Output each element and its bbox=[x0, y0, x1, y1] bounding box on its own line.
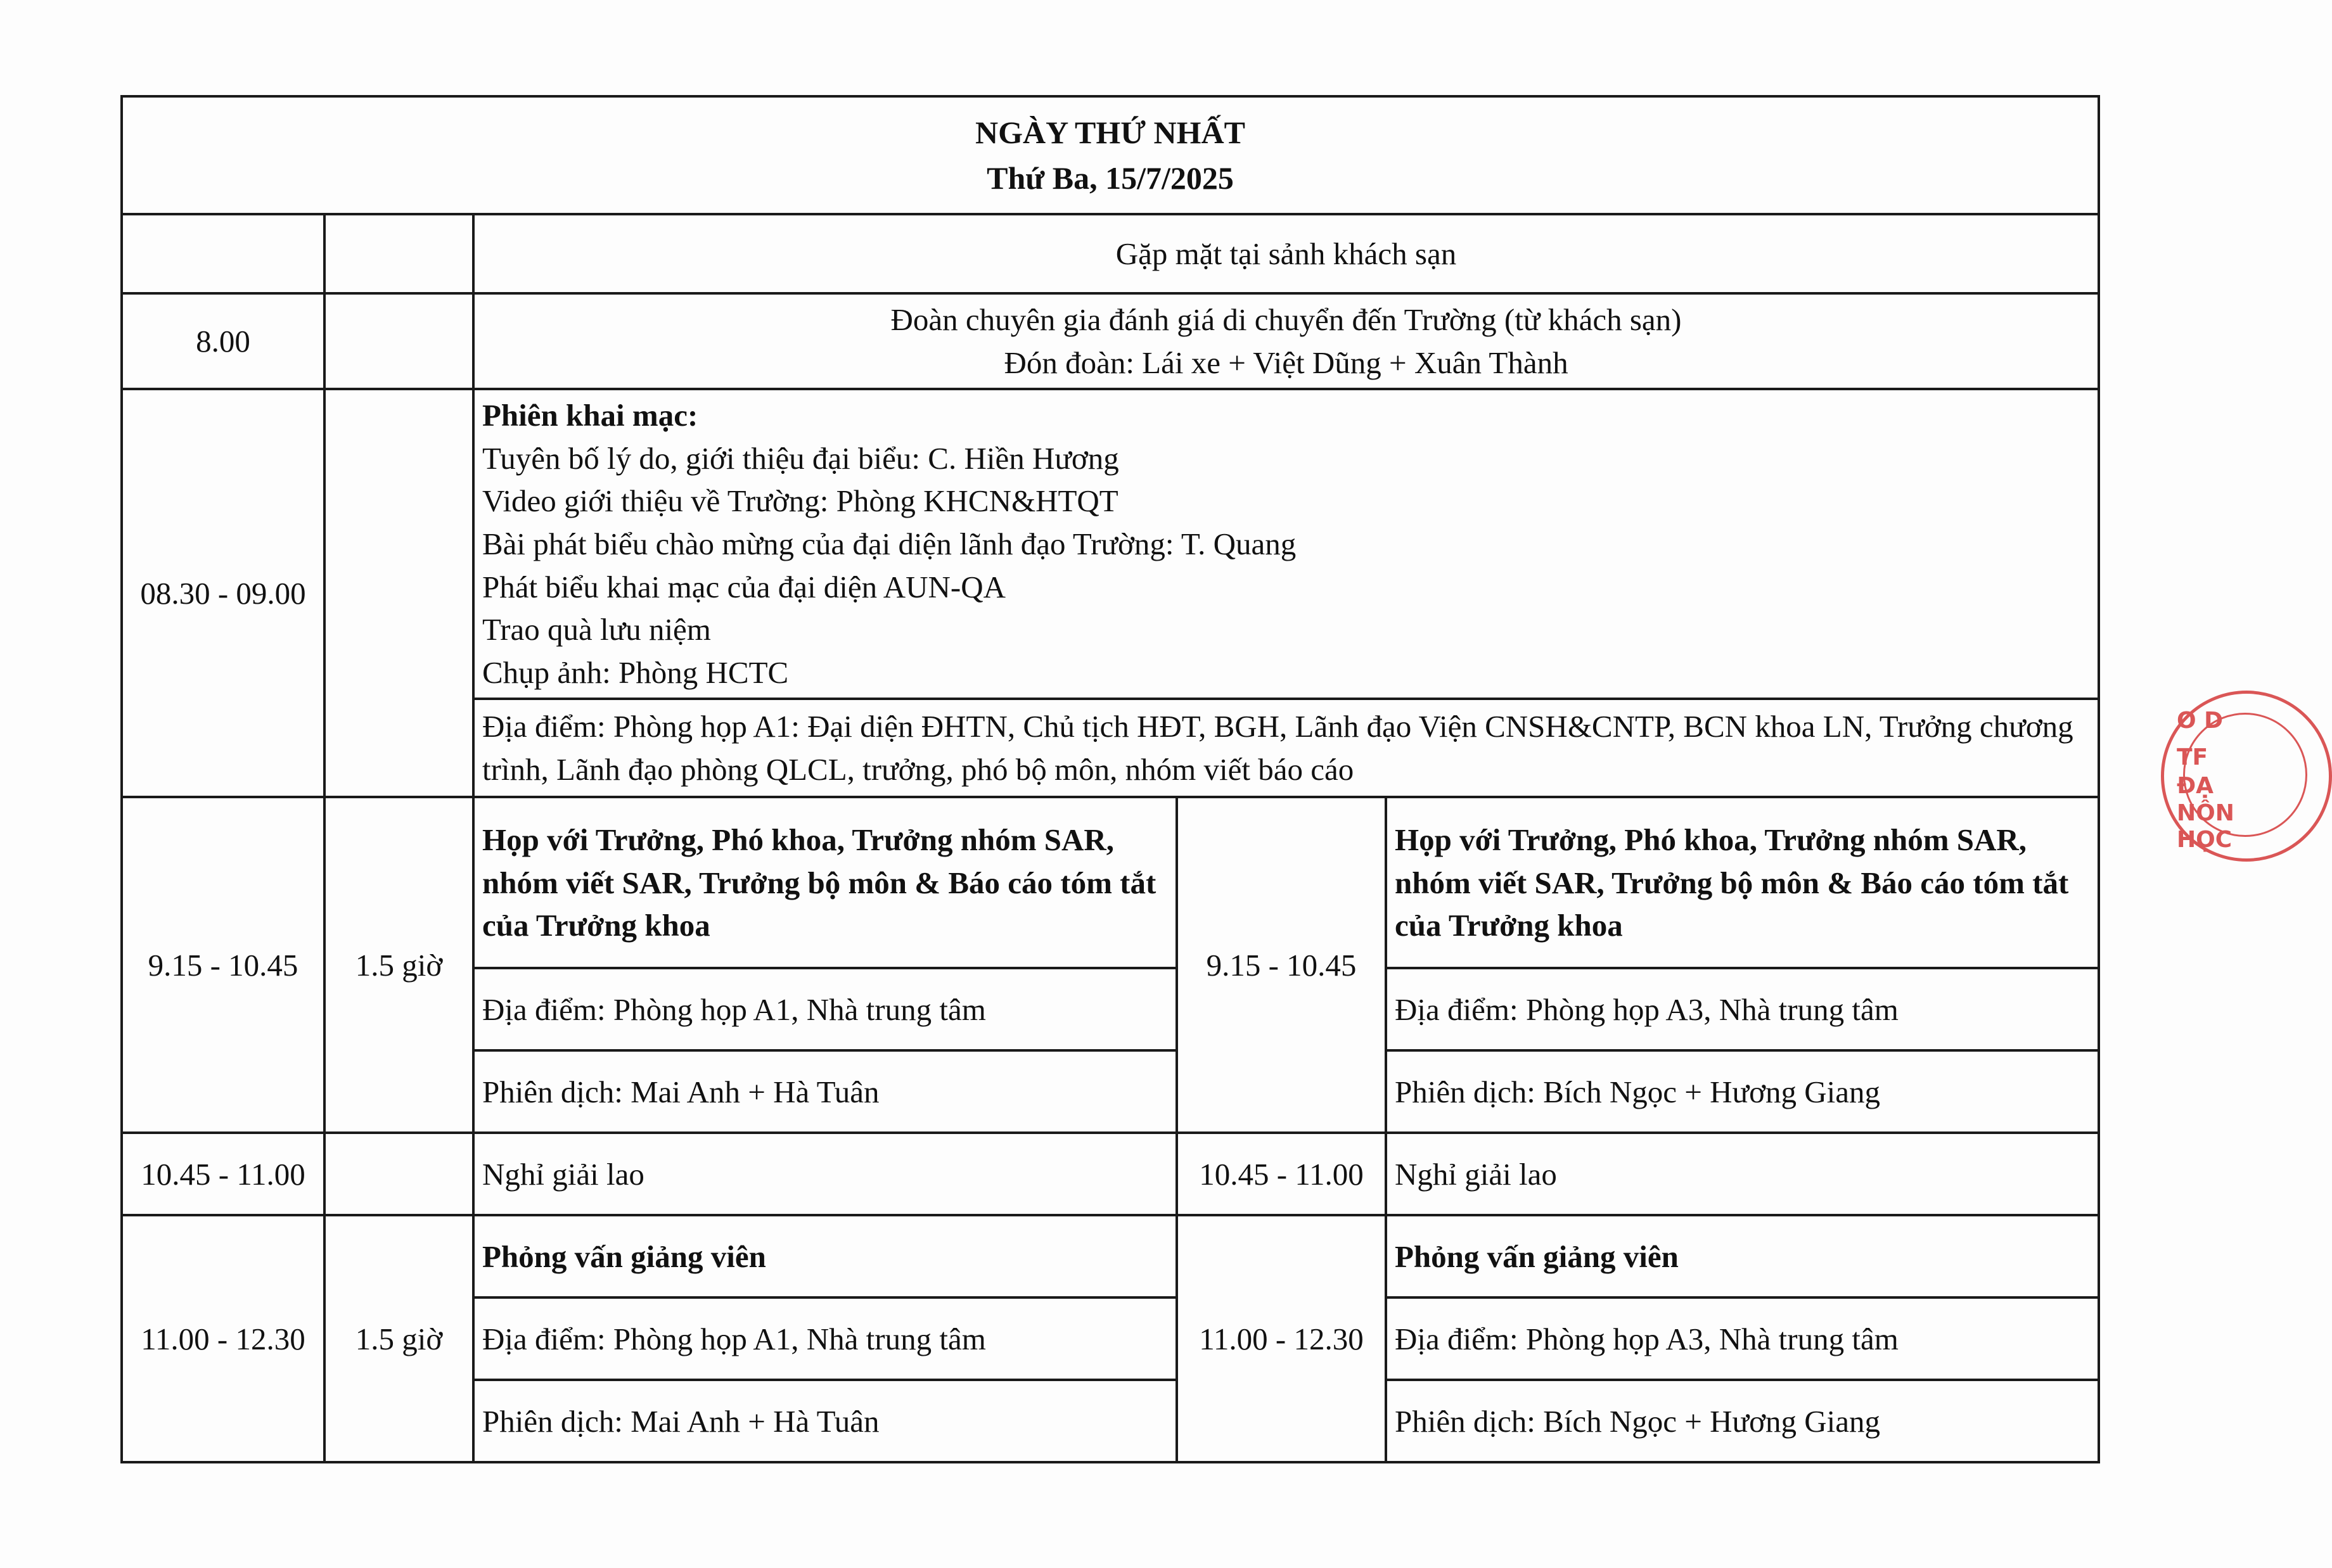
agenda-item: Trao quà lưu niệm bbox=[482, 612, 711, 647]
schedule-row-meet bbox=[122, 214, 2099, 293]
agenda-item: Tuyên bố lý do, giới thiệu đại biểu: C. Hiền Hương bbox=[482, 440, 1119, 476]
interview-heading-right: Phỏng vấn giảng viên bbox=[1386, 1215, 2099, 1297]
schedule-row-opening bbox=[122, 389, 2099, 699]
day-title: NGÀY THỨ NHẤT bbox=[975, 114, 1245, 150]
location-cell-left: Địa điểm: Phòng họp A1, Nhà trung tâm bbox=[473, 968, 1177, 1050]
activity-cell bbox=[473, 293, 2099, 389]
location-cell-left: Địa điểm: Phòng họp A1, Nhà trung tâm bbox=[473, 1297, 1177, 1380]
red-seal-stamp bbox=[2161, 691, 2332, 862]
schedule-row-travel bbox=[122, 293, 2099, 389]
schedule-row-interview bbox=[122, 1215, 2099, 1297]
agenda-item: Video giới thiệu về Trường: Phòng KHCN&HTQT bbox=[482, 483, 1118, 519]
interpreter-cell-right: Phiên dịch: Bích Ngọc + Hương Giang bbox=[1386, 1050, 2099, 1133]
location-cell-right: Địa điểm: Phòng họp A3, Nhà trung tâm bbox=[1386, 968, 2099, 1050]
travel-line: Đoàn chuyên gia đánh giá di chuyển đến Trường (từ khách sạn) bbox=[890, 302, 1682, 337]
day-date: Thứ Ba, 15/7/2025 bbox=[987, 160, 1234, 196]
duration-cell: 1.5 giờ bbox=[324, 797, 473, 1133]
break-cell-right: Nghỉ giải lao bbox=[1386, 1133, 2099, 1215]
seal-text: NÔN bbox=[2177, 800, 2234, 826]
time-cell: 9.15 - 10.45 bbox=[122, 797, 324, 1133]
session-heading: Phiên khai mạc: bbox=[482, 398, 698, 433]
pickup-line: Đón đoàn: Lái xe + Việt Dũng + Xuân Thành bbox=[1004, 345, 1568, 380]
duration-cell bbox=[324, 214, 473, 293]
duration-cell: 1.5 giờ bbox=[324, 1215, 473, 1462]
agenda-item: Chụp ảnh: Phòng HCTC bbox=[482, 654, 789, 690]
break-cell-left: Nghỉ giải lao bbox=[473, 1133, 1177, 1215]
title-cell bbox=[122, 96, 2099, 214]
time-cell bbox=[122, 214, 324, 293]
interpreter-cell-left: Phiên dịch: Mai Anh + Hà Tuân bbox=[473, 1380, 1177, 1462]
time-cell: 11.00 - 12.30 bbox=[122, 1215, 324, 1462]
schedule-table bbox=[120, 95, 2100, 1463]
seal-text: O D bbox=[2177, 708, 2224, 734]
seal-text: ĐẠ bbox=[2177, 773, 2214, 799]
activity-cell: Gặp mặt tại sảnh khách sạn bbox=[473, 214, 2099, 293]
location-cell-right: Địa điểm: Phòng họp A3, Nhà trung tâm bbox=[1386, 1297, 2099, 1380]
interpreter-cell-right: Phiên dịch: Bích Ngọc + Hương Giang bbox=[1386, 1380, 2099, 1462]
agenda-item: Phát biểu khai mạc của đại diện AUN-QA bbox=[482, 569, 1006, 604]
schedule-row-break bbox=[122, 1133, 2099, 1215]
time-cell: 8.00 bbox=[122, 293, 324, 389]
time-cell-right: 10.45 - 11.00 bbox=[1177, 1133, 1386, 1215]
time-cell: 08.30 - 09.00 bbox=[122, 389, 324, 797]
location-cell: Địa điểm: Phòng họp A1: Đại diện ĐHTN, Chủ tịch HĐT, BGH, Lãnh đạo Viện CNSH&CNTP, BCN khoa LN, Trưởng chương trình, Lãnh đạo phòng QLCL, trưởng, phó bộ môn, nhóm viết báo cáo bbox=[473, 699, 2099, 797]
schedule-row-meeting bbox=[122, 797, 2099, 968]
duration-cell bbox=[324, 293, 473, 389]
meeting-heading-right: Họp với Trưởng, Phó khoa, Trưởng nhóm SAR, nhóm viết SAR, Trưởng bộ môn & Báo cáo tóm tắt của Trưởng khoa bbox=[1386, 797, 2099, 968]
seal-text: TF bbox=[2177, 744, 2208, 770]
time-cell-right: 11.00 - 12.30 bbox=[1177, 1215, 1386, 1462]
seal-text: HỌC bbox=[2177, 827, 2233, 853]
duration-cell bbox=[324, 389, 473, 797]
agenda-item: Bài phát biểu chào mừng của đại diện lãnh đạo Trường: T. Quang bbox=[482, 526, 1297, 562]
opening-session-cell bbox=[473, 389, 2099, 699]
duration-cell bbox=[324, 1133, 473, 1215]
interpreter-cell-left: Phiên dịch: Mai Anh + Hà Tuân bbox=[473, 1050, 1177, 1133]
time-cell: 10.45 - 11.00 bbox=[122, 1133, 324, 1215]
interview-heading-left: Phỏng vấn giảng viên bbox=[473, 1215, 1177, 1297]
title-row bbox=[122, 96, 2099, 214]
time-cell-right: 9.15 - 10.45 bbox=[1177, 797, 1386, 1133]
meeting-heading-left: Họp với Trưởng, Phó khoa, Trưởng nhóm SAR, nhóm viết SAR, Trưởng bộ môn & Báo cáo tóm tắt của Trưởng khoa bbox=[473, 797, 1177, 968]
